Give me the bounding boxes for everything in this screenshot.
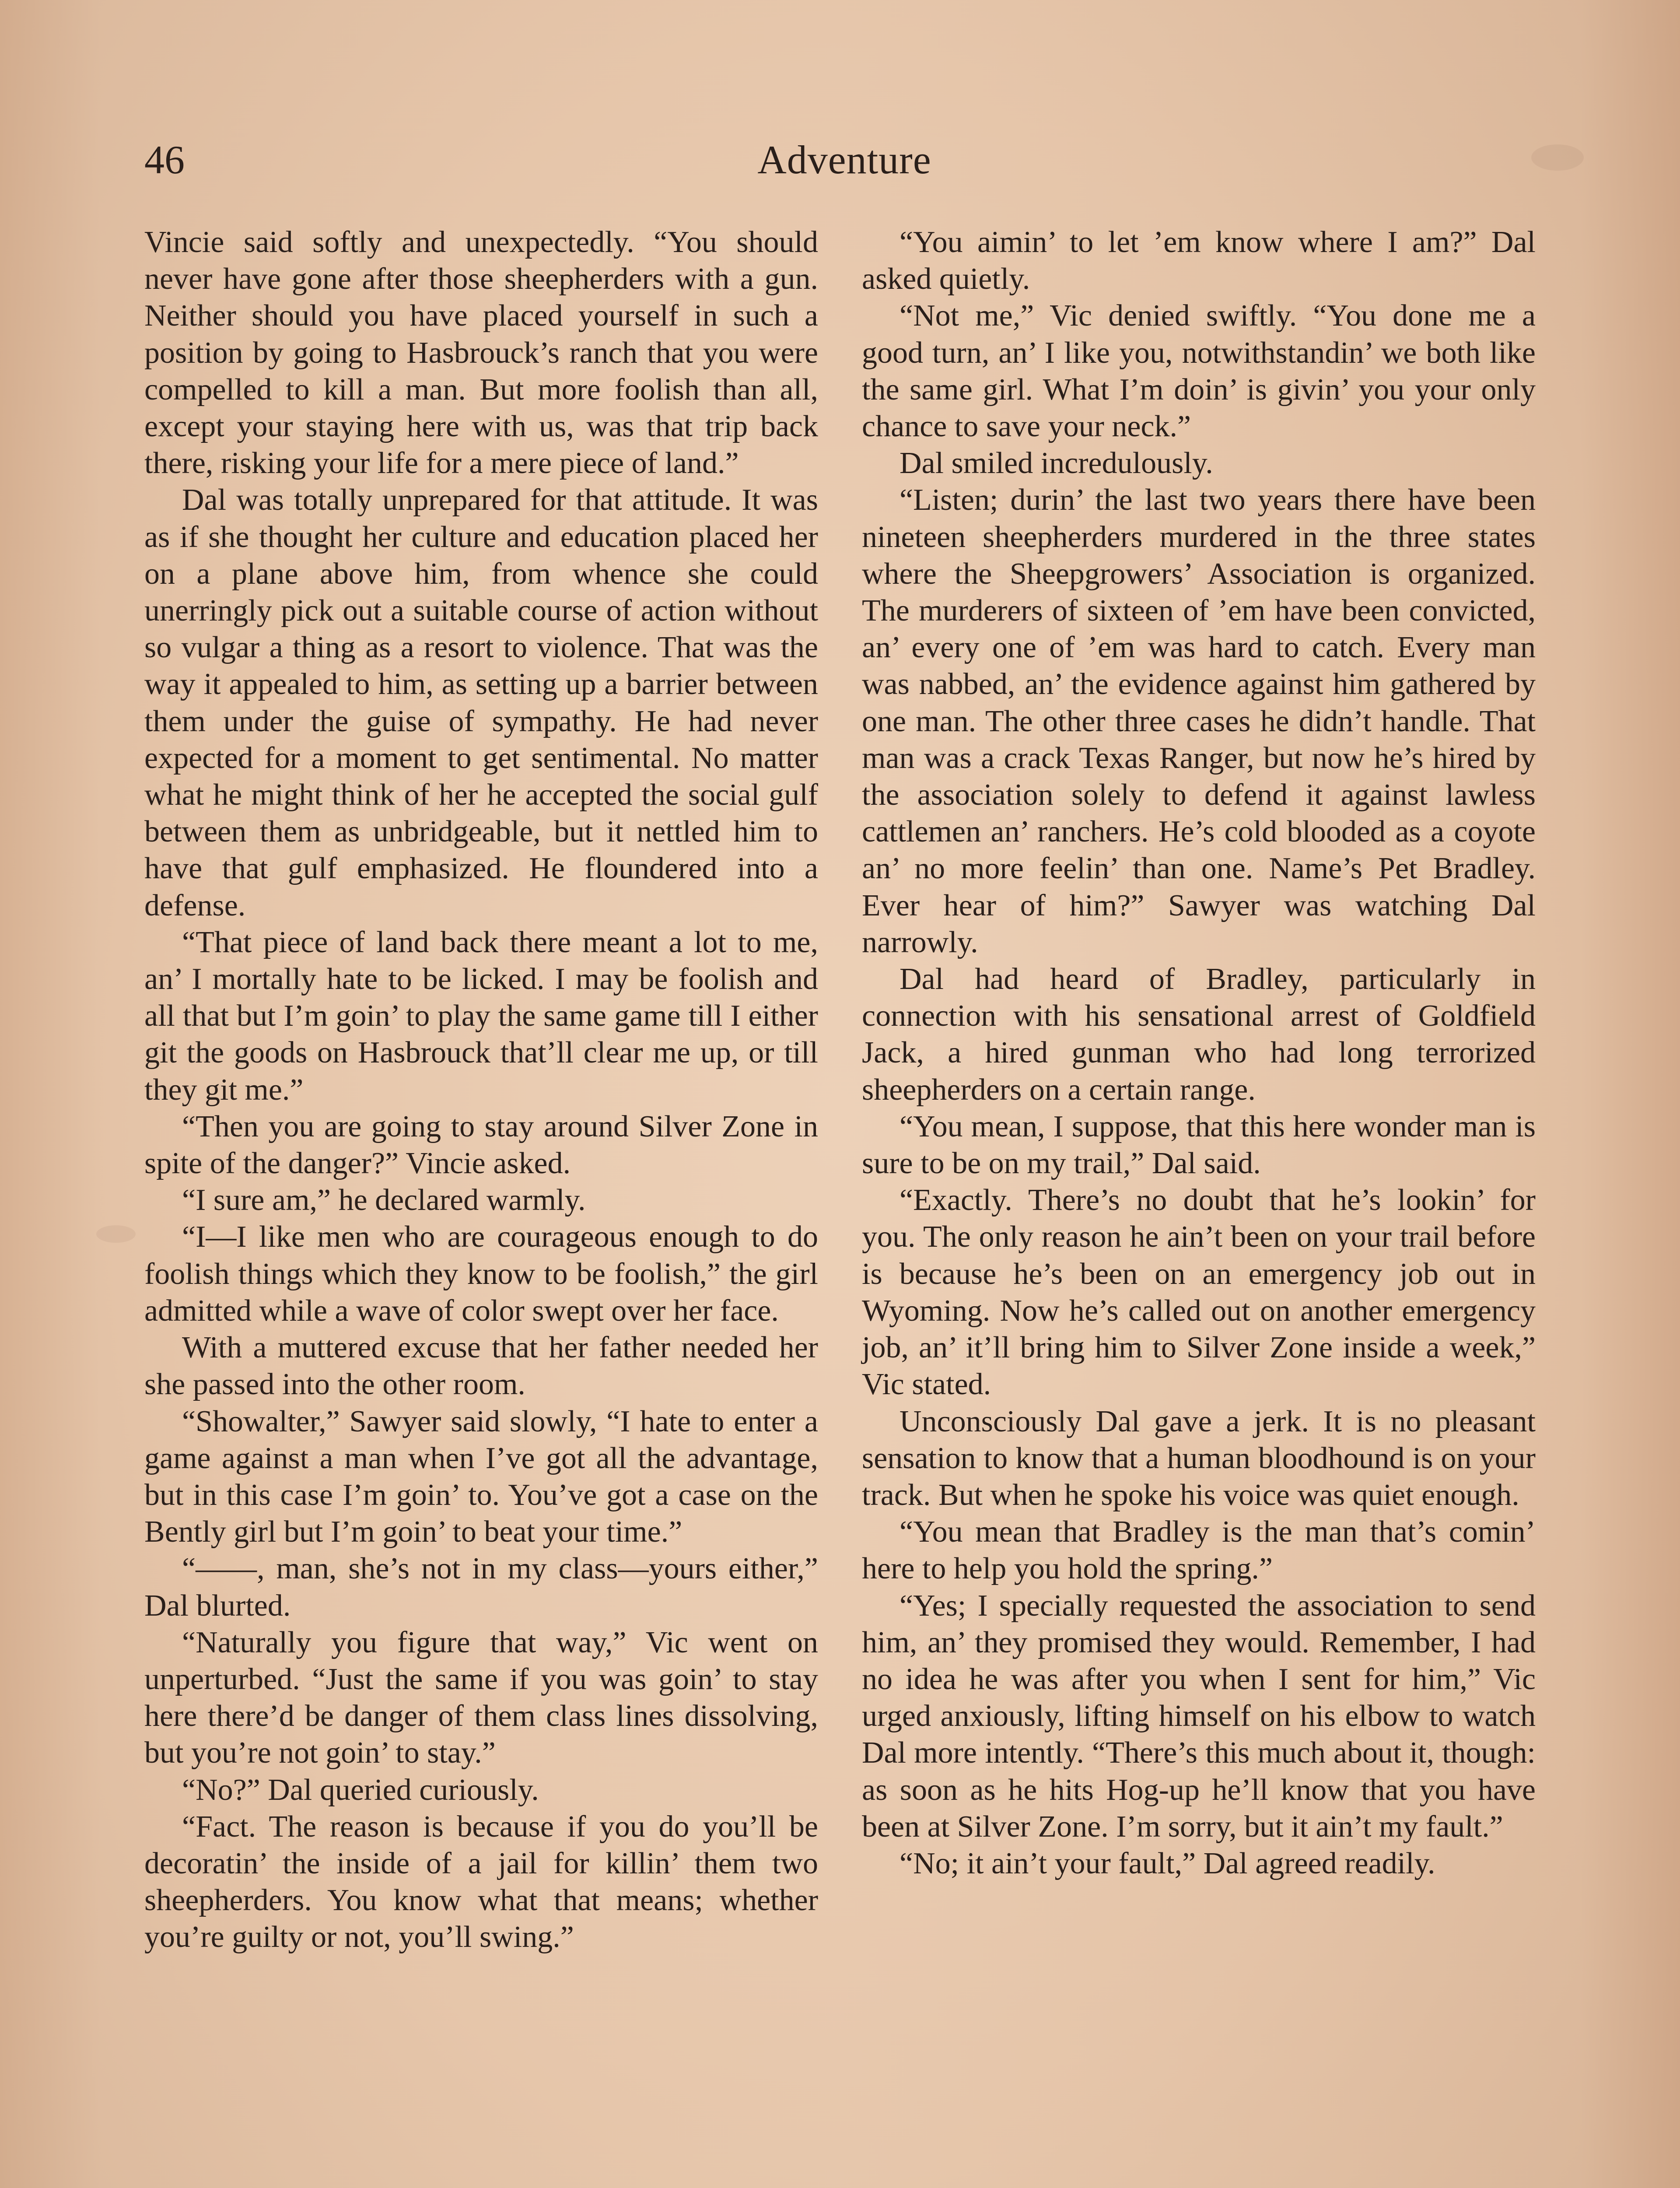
paragraph: Dal smiled incredulously. [900,446,1213,480]
paragraph: Vincie said softly and unexpectedly. “You should never have gone after those sheepherders with a gun. Neither should you have placed yourself in such a position by going to Hasbrouck’s ranch that you were compelled to kill a man. But more foolish than all, except your staying here with us, was that trip back there, risking your life for a mere piece of land.” [144,225,818,480]
paragraph: “No?” Dal queried curiously. [182,1773,539,1807]
paper-smudge [96,1225,136,1243]
paragraph: “Naturally you figure that way,” Vic went on unperturbed. “Just the same if you was goin’ to stay here there’d be danger of them class lines dissolving, but you’re not goin’ to stay.” [144,1625,818,1770]
left-column [144,224,818,1956]
paragraph: “——, man, she’s not in my class—yours either,” Dal blurted. [144,1552,818,1623]
paragraph: Dal was totally unprepared for that attitude. It was as if she thought her culture and education placed her on a plane above him, from whence she could unerringly pick out a suitable course of action without so vulgar a thing as a resort to violence. That was the way it appealed to him, as setting up a barrier between them under the guise of sympathy. He had never expected for a moment to get sentimental. No matter what he might think of her he accepted the social gulf between them as unbridgeable, but it nettled him to have that gulf emphasized. He floundered into a defense. [144,483,818,922]
paragraph: “No; it ain’t your fault,” Dal agreed readily. [900,1846,1435,1880]
paragraph: “That piece of land back there meant a lot to me, an’ I mortally hate to be licked. I may be foolish and all that but I’m goin’ to play the same game till I either git the goods on Hasbrouck that’ll clear me up, or till they git me.” [144,925,818,1107]
paragraph: “Not me,” Vic denied swiftly. “You done me a good turn, an’ I like you, notwithstandin’ we both like the same girl. What I’m doin’ is givin’ you your only chance to save your neck.” [862,299,1536,444]
page-number: 46 [144,137,185,182]
paragraph: “Yes; I specially requested the association to send him, an’ they promised they would. Remember, I had no idea he was after you when I sent for him,” Vic urged anxiously, lifting himself on his elbow to watch Dal more intently. “There’s this much about it, though: as soon as he hits Hog-up he’ll know that you have been at Silver Zone. I’m sorry, but it ain’t my fault.” [862,1588,1536,1844]
paragraph: “Then you are going to stay around Silver Zone in spite of the danger?” Vincie asked. [144,1109,818,1181]
running-title: Adventure [757,137,931,182]
paragraph: Dal had heard of Bradley, particularly in connection with his sensational arrest of Goldfield Jack, a hired gunman who had long terrorized sheepherders on a certain range. [862,962,1536,1107]
right-column [862,224,1536,1882]
paragraph: “Exactly. There’s no doubt that he’s lookin’ for you. The only reason he ain’t been on your trail before is because he’s been on an emergency job out in Wyoming. Now he’s called out on another emergency job, an’ it’ll bring him to Silver Zone inside a week,” Vic stated. [862,1183,1536,1402]
paragraph: “Showalter,” Sawyer said slowly, “I hate to enter a game against a man when I’ve got all the advantage, but in this case I’m goin’ to. You’ve got a case on the Bently girl but I’m goin’ to beat your time.” [144,1404,818,1549]
paragraph: “You aimin’ to let ’em know where I am?” Dal asked quietly. [862,225,1536,296]
paragraph: “Listen; durin’ the last two years there have been nineteen sheepherders murdered in the three states where the Sheepgrowers’ Association is organized. The murderers of sixteen of ’em have been convicted, an’ every one of ’em was hard to catch. Every man was nabbed, an’ the evidence against him gathered by one man. The other three cases he didn’t handle. That man was a crack Texas Ranger, but now he’s hired by the association solely to defend it against lawless cattlemen an’ ranchers. He’s cold blooded as a coyote an’ no more feelin’ than one. Name’s Pet Bradley. Ever hear of him?” Sawyer was watching Dal narrowly. [862,483,1536,959]
paragraph: “I sure am,” he declared warmly. [182,1183,586,1217]
paragraph: Unconsciously Dal gave a jerk. It is no pleasant sensation to know that a human bloodhound is on your track. But when he spoke his voice was quiet enough. [862,1404,1536,1512]
paragraph: With a muttered excuse that her father needed her she passed into the other room. [144,1331,818,1402]
paragraph: “You mean that Bradley is the man that’s comin’ here to help you hold the spring.” [862,1515,1536,1586]
paragraph: “Fact. The reason is because if you do you’ll be decoratin’ the inside of a jail for killin’ them two sheepherders. You know what that means; whether you’re guilty or not, you’ll swing.” [144,1809,818,1954]
page-header [144,131,1544,188]
paragraph: “You mean, I suppose, that this here wonder man is sure to be on my trail,” Dal said. [862,1109,1536,1181]
paragraph: “I—I like men who are courageous enough to do foolish things which they know to be foolish,” the girl admitted while a wave of color swept over her face. [144,1220,818,1328]
